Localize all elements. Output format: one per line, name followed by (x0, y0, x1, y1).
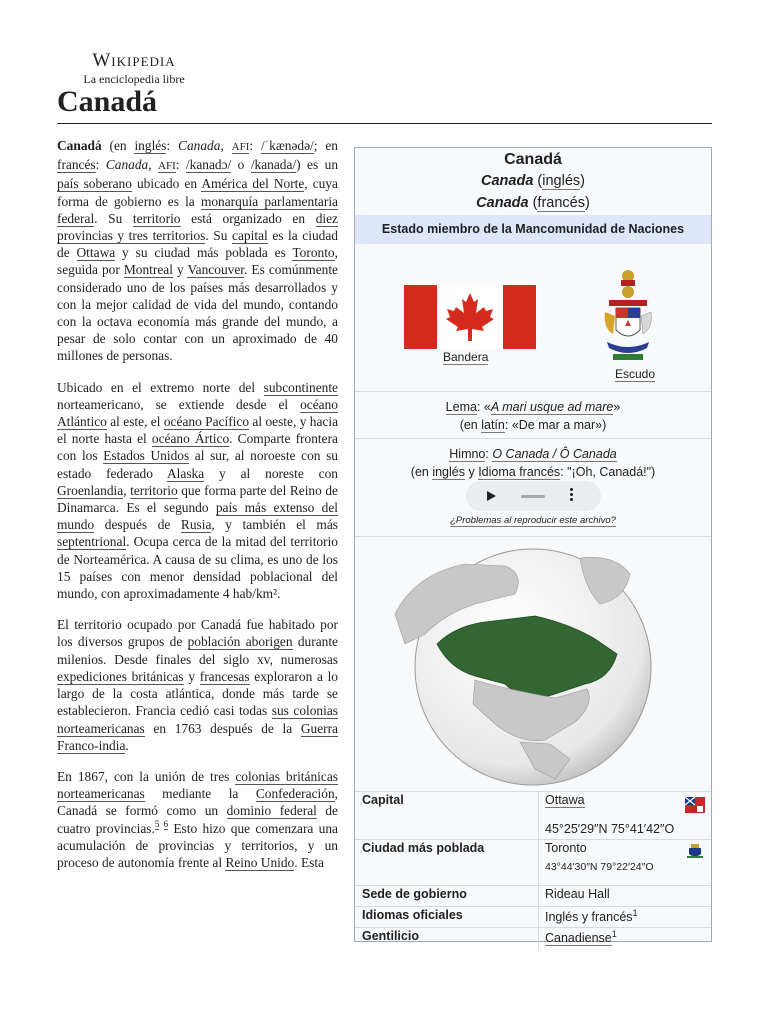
link[interactable]: Confederación (255, 786, 335, 802)
label-largest-city: Ciudad más poblada (362, 841, 485, 855)
label-official-languages: Idiomas oficiales (362, 908, 463, 922)
motto: Lema: «A mari usque ad mare» (en latín: «De mar a mar») (445, 400, 621, 432)
flag-caption[interactable]: Bandera (443, 350, 489, 364)
row-largest-city (355, 839, 711, 886)
orthographic-map-image[interactable] (355, 544, 711, 790)
link[interactable]: inglés (542, 173, 581, 189)
canada-flag-image[interactable] (404, 285, 536, 349)
motto-link[interactable]: A mari usque ad mare (490, 400, 614, 414)
link[interactable]: país soberano (57, 176, 132, 192)
reference-link[interactable]: 6 (163, 819, 169, 830)
seat-link[interactable]: Rideau Hall (545, 887, 610, 901)
link[interactable]: AFI (158, 160, 176, 173)
anthem-link[interactable]: O Canada / Ô Canada (492, 447, 617, 461)
official-languages-value: Inglés y francés$^1$ (545, 908, 638, 925)
link[interactable]: monarquía parlamentaria federal (57, 193, 338, 226)
row-demonym (355, 927, 711, 950)
link[interactable]: Himno (449, 447, 486, 461)
playback-problems-link[interactable]: ¿Problemas al reproducir este archivo? (450, 515, 616, 526)
label-capital: Capital (362, 793, 404, 807)
link[interactable]: inglés (134, 138, 167, 153)
link[interactable]: colonias británicas norteamericanas (57, 768, 338, 802)
link[interactable]: /kanadɔ/ (185, 157, 232, 173)
anthem: Himno: O Canada / Ô Canada (en inglés y Idioma francés: "¡Oh, Canadá!") (410, 447, 656, 479)
link[interactable]: América del Norte (201, 176, 305, 192)
link[interactable]: Guerra Franco-india (57, 720, 338, 753)
link[interactable]: océano Ártico (151, 431, 230, 447)
link[interactable]: población aborigen (187, 634, 293, 650)
label-demonym: Gentilicio (362, 929, 419, 943)
note-link[interactable]: 1 (611, 929, 617, 939)
link[interactable]: inglés (432, 465, 465, 479)
link[interactable]: Montreal (123, 262, 173, 278)
article-body (57, 137, 338, 885)
row-official-languages (355, 906, 711, 928)
link[interactable]: Ottawa (76, 245, 116, 261)
title-divider (57, 123, 712, 124)
capital-link[interactable]: Ottawa (545, 793, 585, 807)
infobox-band: Estado miembro de la Mancomunidad de Naciones (355, 215, 711, 244)
link[interactable]: dominio federal (226, 803, 317, 819)
link[interactable]: Groenlandia (57, 482, 124, 498)
link[interactable]: Reino Unido (225, 854, 295, 870)
play-icon[interactable] (487, 491, 496, 501)
infobox-name: Canadá (504, 151, 562, 168)
link[interactable]: francés (57, 157, 96, 173)
row-capital (355, 791, 711, 840)
row-seat (355, 885, 711, 907)
demonym-value (545, 929, 617, 945)
link[interactable]: Toronto (292, 245, 335, 261)
infobox-name-fr: Canada (francés) (476, 195, 590, 211)
largest-city-coordinates[interactable]: 43°44′30″N 79°22′24″O (545, 861, 654, 873)
paragraph-3: El territorio ocupado por Canadá fue habitado por los diversos grupos de población aborigen durante milenios. Desde finales del siglo xv, numerosas expediciones británicas y francesas exploraron a lo largo de la costa atlántica, donde más tarde se establecieron. Francia cedió casi todas sus colonias norteamericanas en 1763 después de la Guerra Franco-india. (57, 617, 339, 753)
link[interactable]: Rusia (180, 517, 212, 533)
link[interactable]: país más extenso del mundo (57, 500, 338, 533)
link[interactable]: océano Atlántico (57, 396, 338, 430)
largest-city-link[interactable]: Toronto (545, 841, 587, 855)
link[interactable]: Vancouver (187, 262, 245, 278)
more-options-icon[interactable] (570, 488, 574, 503)
audio-player (466, 481, 601, 511)
link[interactable]: Lema (445, 400, 477, 414)
link[interactable]: sus colonias norteamericanas (57, 703, 338, 736)
link[interactable]: /kanada/ (250, 157, 297, 173)
link[interactable]: /ˈkænədə/ (260, 138, 314, 153)
infobox-name-en: Canada (inglés) (481, 173, 585, 189)
page-title: Canadá (57, 85, 158, 118)
infobox-title (355, 148, 711, 214)
link[interactable]: francesas (199, 668, 250, 684)
link[interactable]: Estados Unidos (103, 448, 190, 464)
link[interactable]: diez provincias y tres territorios (57, 210, 338, 244)
capital-coordinates[interactable]: 45°25′29″N 75°41′42″O (545, 822, 675, 836)
link[interactable]: Idioma francés (478, 465, 561, 479)
label-seat: Sede de gobierno (362, 887, 467, 901)
link[interactable]: océano Pacífico (163, 414, 250, 430)
link[interactable]: latín (481, 418, 505, 432)
infobox-separator (355, 536, 711, 537)
reference-link[interactable]: 5 (154, 819, 160, 830)
coat-of-arms-image[interactable] (601, 268, 655, 366)
link[interactable]: expediciones británicas (57, 668, 184, 684)
coat-caption[interactable]: Escudo (615, 367, 656, 381)
progress-bar[interactable] (521, 495, 545, 498)
link[interactable]: Alaska (167, 465, 205, 481)
paragraph-1: Canadá (en inglés: Canada, AFI: /ˈkænədə/; en francés: Canada, AFI: /kanadɔ/ o /kanada/) es un país soberano ubicado en América del Norte, cuya forma de gobierno es la monarquía parlamentaria federal. Su territorio está organizado en diez provincias y tres territorios. Su capital es la ciudad de Ottawa y su ciudad más poblada es Toronto, seguida por Montreal y Vancouver. Es comúnmente considerado uno de los países más desarrollados y con la mejor calidad de vida del mundo, contando con la octava economía más grande del mundo, a pesar de solo contar con un aproximado de 40 millones de personas. (57, 138, 339, 364)
link[interactable]: francés (537, 195, 585, 211)
link[interactable]: territorio (132, 210, 181, 226)
wikipedia-logo[interactable] (74, 50, 194, 86)
link[interactable]: subcontinente (263, 379, 338, 395)
link[interactable]: capital (232, 228, 268, 244)
demonym-link[interactable]: Canadiense (545, 931, 612, 946)
logo-tagline: La enciclopedia libre (83, 72, 185, 86)
infobox (354, 147, 712, 946)
bold-title: Canadá (57, 138, 102, 153)
link[interactable]: territorio (130, 482, 178, 498)
paragraph-4: En 1867, con la unión de tres colonias británicas norteamericanas mediante la Confederación, Canadá se formó como un dominio federal de cuatro provincias.$^{5 6}$ Esto hizo que comenzara una acumulación de provincias y territorios, y un proceso de autonomía frente al Reino Unido. Esta (57, 768, 338, 870)
toronto-coat-icon[interactable] (686, 842, 704, 860)
note-link[interactable]: 1 (632, 908, 638, 918)
link[interactable]: septentrional (57, 534, 127, 550)
paragraph-2: Ubicado en el extremo norte del subcontinente norteamericano, se extiende desde el océano Atlántico al este, el océano Pacífico al oeste, y hacia el norte hasta el océano Ártico. Comparte frontera con los Estados Unidos al sur, al noroeste con su estado federado Alaska y al noreste con Groenlandia, territorio que forma parte del Reino de Dinamarca. Es el segundo país más extenso del mundo después de Rusia, y también el más septentrional. Ocupa cerca de la mitad del territorio de Norteamérica. A causa de su clima, es uno de los 15 países con menor densidad poblacional del mundo, con aproximadamente 4 hab/km². (57, 379, 339, 602)
infobox-separator (355, 391, 711, 392)
link[interactable]: AFI (231, 141, 250, 153)
infobox-separator (355, 438, 711, 439)
ontario-flag-icon[interactable] (685, 797, 705, 813)
logo-wordmark: Wikipedia (92, 50, 176, 71)
